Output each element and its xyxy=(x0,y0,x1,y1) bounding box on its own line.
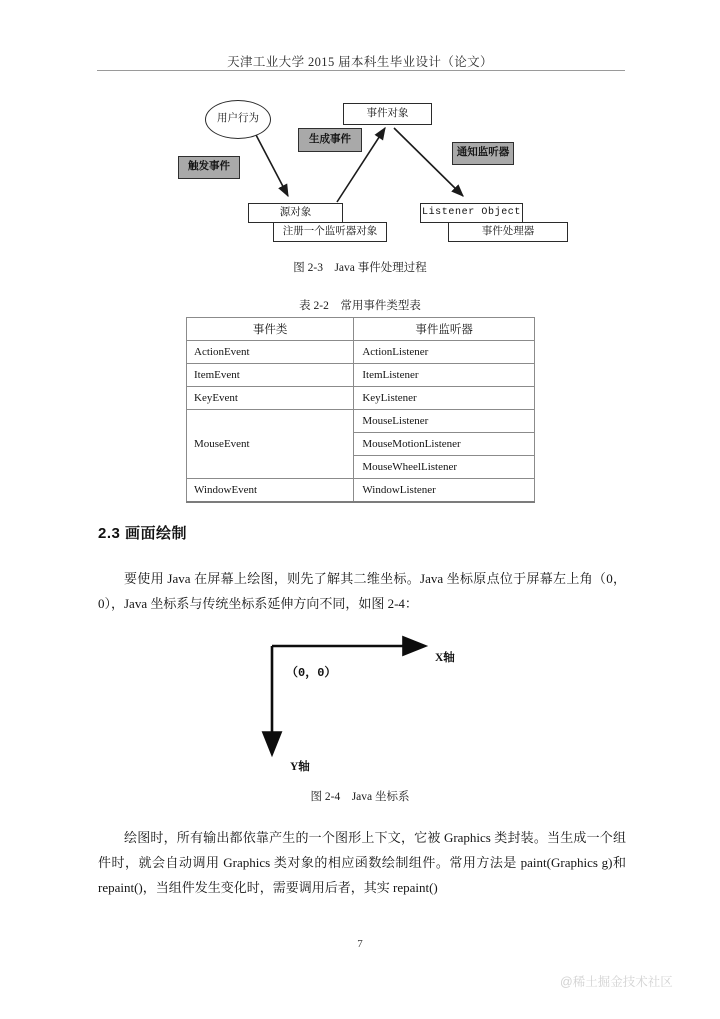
header-divider xyxy=(97,70,625,71)
node-event-object: 事件对象 xyxy=(343,103,432,125)
table-row xyxy=(187,341,535,364)
node-user-action: 用户行为 xyxy=(205,100,271,139)
cell-event-listener: MouseListener xyxy=(354,410,535,433)
node-listener-object: Listener Object xyxy=(420,203,523,223)
column-header-event-listener: 事件监听器 xyxy=(354,318,535,341)
figure-2-4-axes xyxy=(0,630,720,780)
node-generate-event: 生成事件 xyxy=(298,128,362,152)
table-header-row xyxy=(187,318,535,341)
origin-label: （0，0） xyxy=(286,666,337,680)
paragraph-2: 绘图时，所有输出都依靠产生的一个图形上下文，它被 Graphics 类封装。当生成一个组件时，就会自动调用 Graphics 类对象的相应函数绘制组件。常用方法是 paint(Graphics g)和 repaint()，当组件发生变化时，需要调用后者，其实 repaint() xyxy=(98,830,626,895)
cell-event-listener: ActionListener xyxy=(354,341,535,364)
node-event-handler: 事件处理器 xyxy=(448,222,568,242)
column-header-event-class: 事件类 xyxy=(187,318,354,341)
page-number: 7 xyxy=(357,938,363,950)
table-2-2-caption: 表 2-2 常用事件类型表 xyxy=(299,300,421,312)
paragraph-1: 要使用 Java 在屏幕上绘图，则先了解其二维坐标。Java 坐标原点位于屏幕左上角（0，0），Java 坐标系与传统坐标系延伸方向不同，如图 2-4： xyxy=(98,571,626,611)
section-heading-2-3: 2.3 画面绘制 xyxy=(98,525,188,542)
cell-event-listener: MouseMotionListener xyxy=(354,433,535,456)
table-row xyxy=(187,479,535,503)
node-register-listener: 注册一个监听器对象 xyxy=(273,222,387,242)
cell-event-class: ItemEvent xyxy=(187,364,354,387)
node-notify-listener: 通知监听器 xyxy=(452,142,514,165)
table-row xyxy=(187,410,535,433)
cell-event-listener: KeyListener xyxy=(354,387,535,410)
table-row xyxy=(187,364,535,387)
cell-event-listener: MouseWheelListener xyxy=(354,456,535,479)
node-source-object: 源对象 xyxy=(248,203,343,223)
cell-event-class: KeyEvent xyxy=(187,387,354,410)
cell-event-class: MouseEvent xyxy=(187,410,354,479)
node-trigger-event: 触发事件 xyxy=(178,156,240,179)
figure-2-3-diagram xyxy=(0,88,720,253)
running-header: 天津工业大学 2015 届本科生毕业设计（论文） xyxy=(227,55,493,69)
x-axis-label: X轴 xyxy=(435,652,455,664)
table-2-2 xyxy=(186,317,535,503)
figure-2-3-caption: 图 2-3 Java 事件处理过程 xyxy=(293,262,427,274)
cell-event-class: ActionEvent xyxy=(187,341,354,364)
figure-2-4-diagram xyxy=(0,630,720,780)
cell-event-listener: ItemListener xyxy=(354,364,535,387)
figure-2-4-caption: 图 2-4 Java 坐标系 xyxy=(310,791,410,803)
table-row xyxy=(187,387,535,410)
watermark: @稀土掘金技术社区 xyxy=(560,975,673,989)
cell-event-listener: WindowListener xyxy=(354,479,535,503)
y-axis-label: Y轴 xyxy=(290,761,310,773)
cell-event-class: WindowEvent xyxy=(187,479,354,503)
